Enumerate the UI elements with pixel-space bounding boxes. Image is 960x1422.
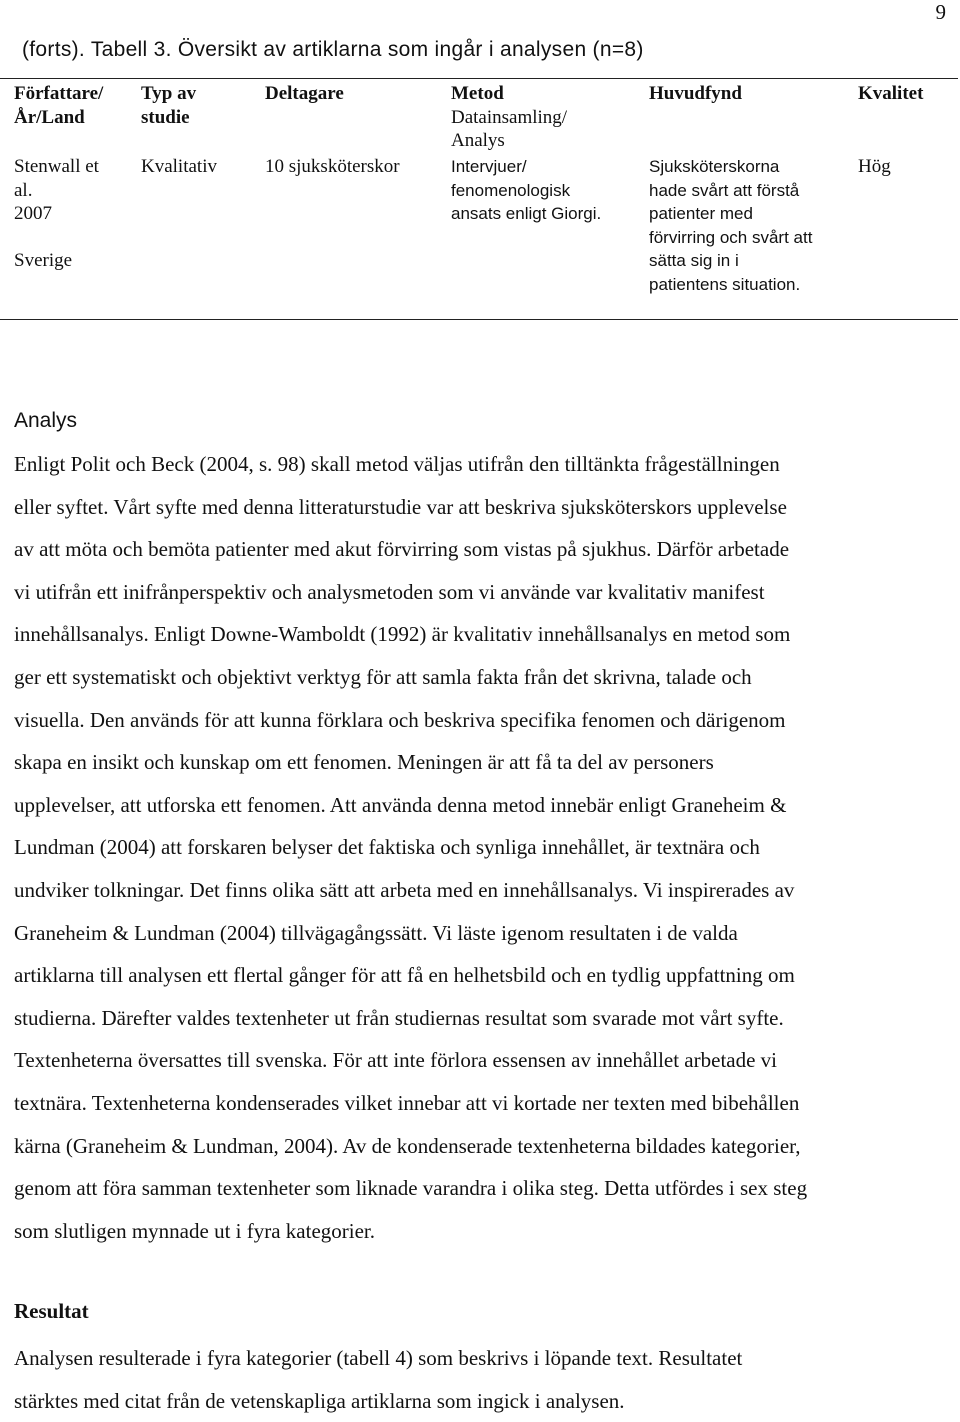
- results-heading: Resultat: [14, 1299, 89, 1323]
- header-method: Metod Datainsamling/ Analys: [451, 83, 568, 151]
- cell-quality: Hög: [858, 156, 891, 177]
- cell-country: Sverige: [14, 250, 73, 271]
- cell-findings: Sjuksköterskorna hade svårt att förstå patienter med förvirring och svårt att sätta sig in i patientens situation.: [649, 157, 813, 294]
- header-type: Typ av studie: [141, 83, 197, 128]
- analysis-paragraph: Enligt Polit och Beck (2004, s. 98) skall metod väljas utifrån den tilltänkta frågeställningen eller syftet. Vårt syfte med denna litteraturstudie var att beskriva sjuksköterskors upplevelse av att möta och bemöta patienter med akut förvirring som vistas på sjukhus. Därför arbetade vi utifrån ett inifrånperspektiv och analysmetoden som vi använde var kvalitativ manifest innehållsanalys. Enligt Downe-Wamboldt (1992) är kvalitativ innehållsanalys en metod som ger ett systematiskt och objektivt verktyg för att samla fakta från det skrivna, talade och visuella. Den används för att kunna förklara och beskriva specifika fenomen och därigenom skapa en insikt och kunskap om ett fenomen. Meningen är att få ta del av personers upplevelser, att utforska ett fenomen. Att använda denna metod innebär enligt Graneheim & Lundman (2004) att forskaren belyser det faktiska och synliga innehållet, är textnära och undviker tolkningar. Det finns olika sätt att arbeta med en innehållsanalys. Vi inspirerades av Graneheim & Lundman (2004) tillvägagångssätt. Vi läste igenom resultaten i de valda artiklarna till analysen ett flertal gånger för att få en helhetsbild och en tydlig uppfattning om studierna. Därefter valdes textenheter ut från studiernas resultat som svarade mot vårt syfte. Textenheterna översattes till svenska. För att inte förlora essensen av innehållet arbetade vi textnära. Textenheterna kondenserades vilket innebar att vi kortade ner texten med bibehållen kärna (Graneheim & Lundman, 2004). Av de kondenserade textenheterna bildades kategorier, genom att föra samman textenheter som liknade varandra i olika steg. Detta utfördes i sex steg som slutligen mynnade ut i fyra kategorier.: [14, 452, 808, 1243]
- header-author: Författare/ År/Land: [14, 83, 104, 128]
- table-caption: (forts). Tabell 3. Översikt av artiklarna som ingår i analysen (n=8): [22, 38, 644, 61]
- cell-type: Kvalitativ: [141, 156, 217, 177]
- header-quality: Kvalitet: [858, 83, 924, 104]
- cell-participants: 10 sjuksköterskor: [265, 156, 400, 177]
- results-paragraph: Analysen resulterade i fyra kategorier (tabell 4) som beskrivs i löpande text. Resultatet stärktes med citat från de vetenskapliga artiklarna som ingick i analysen.: [14, 1346, 743, 1413]
- analysis-heading: Analys: [14, 409, 78, 432]
- page-number: 9: [935, 0, 946, 24]
- header-participants: Deltagare: [265, 83, 344, 104]
- table-top-rule: [0, 78, 958, 79]
- cell-method: Intervjuer/ fenomenologisk ansats enligt Giorgi.: [451, 157, 602, 223]
- table-bottom-rule: [0, 319, 958, 320]
- cell-year: 2007: [14, 203, 52, 224]
- cell-author: Stenwall et al. 2007 Sverige: [14, 155, 134, 273]
- header-findings: Huvudfynd: [649, 83, 742, 104]
